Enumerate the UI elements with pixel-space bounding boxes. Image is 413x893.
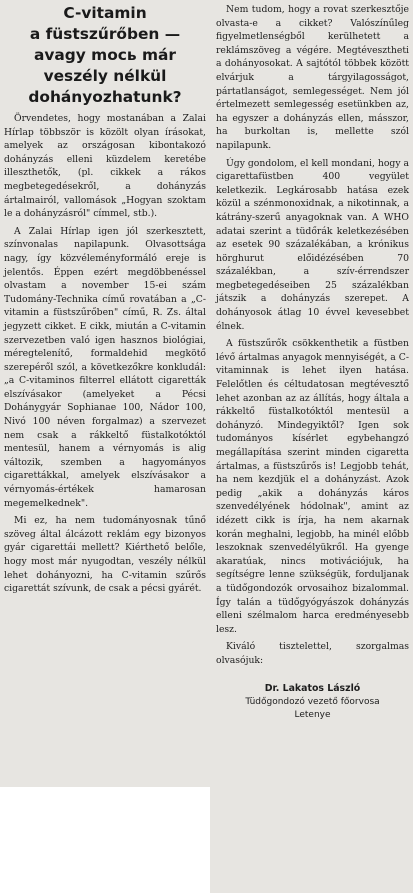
headline-line-5: dohányozhatunk? bbox=[28, 88, 182, 106]
article-headline bbox=[4, 3, 206, 108]
author-name: Dr. Lakatos László bbox=[264, 682, 361, 694]
closing-line: Kiváló tisztelettel, szorgalmas olvasójuk: bbox=[216, 641, 409, 666]
author-title: Tüdőgondozó vezető főorvosa bbox=[245, 696, 380, 707]
right-column bbox=[210, 0, 413, 893]
left-paragraph-1: Örvendetes, hogy mostanában a Zalai Hírlap többször is közölt olyan írásokat, amelyek az országosan kibontakozó dohányzás elleni küzdelem keretébe illeszthetők, (pl. cikkek a rákos megbetegedésekről, a dohányzás ártalmairól, vallomások „Hogyan szoktam le a dohányzásról" címmel, stb.). bbox=[4, 113, 206, 220]
headline-line-3: avagy mось már bbox=[33, 46, 177, 64]
signature-block bbox=[216, 682, 409, 722]
right-paragraph-3: A füstszűrők csökkenthetik a füstben lévő ártalmas anyagok mennyiségét, a C-vitaminnak is lehet ilyen hatása. Felelőtlen és céltudatosan megtévesztő lehet azonban az az állítás, hogy általa a rákkeltő füstalkotóktól mentesül a dohányzó. Mindegyiktől? Igen sok tudományos kísérlet egybehangzó megállapítása szerint minden cigaretta ártalmas, a füstszűrős is! Legjobb tehát, ha nem kezdjük el a dohányzást. Azok pedig „akik a dohányzás káros szenvedélyének hódolnak", amint az idézett cikk is írja, ha nem akarnak korán meghalni, legjobb, ha minél előbb leszoknak szenvedélyükről. Ha gyenge akaratúak, nincs motivációjuk, ha segítségre lenne szükségük, forduljanak a tüdőgondozók orvosaihoz bizalommal. Így talán a tüdőgyógyászok dohányzás elleni szélmalom harca eredményesebb lesz. bbox=[216, 338, 409, 635]
author-place: Letenye bbox=[294, 709, 331, 720]
left-paragraph-3: Mi ez, ha nem tudományosnak tűnő szöveg által álcázott reklám egy bizonyos gyár cigarettái mellett? Kiérthető belőle, hogy most már nyugodtan, veszély nélkül lehet dohányozni, ha C-vitamin szűrős cigarettát szívunk, de csak a pécsi gyárét. bbox=[4, 515, 206, 595]
right-paragraph-2: Úgy gondolom, el kell mondani, hogy a cigarettafüstben 400 vegyület keletkezik. Legkárosabb hatása ezek közül a szénmonoxidnak, a nikotinnak, a kátrány-szerű anyagoknak van. A WHO adatai szerint a tüdőrák keletkezésében az esetek 90 százalékában, a krónikus hörghurut előidézésében 70 százalékban, a szív-érrendszer megbetegedéseiben 25 százalékban játszik a dohányzás szerepet. A dohányosok átlag 10 évvel kevesebbet élnek. bbox=[216, 157, 409, 332]
headline-line-2: a füstszűrőben — bbox=[29, 25, 181, 43]
headline-line-4: veszély nélkül bbox=[43, 67, 167, 85]
left-column bbox=[0, 0, 210, 787]
left-paragraph-2: A Zalai Hírlap igen jól szerkesztett, színvonalas napilapunk. Olvasottsága nagy, így közvéleményformáló ereje is jelentős. Éppen ezért megdöbbenéssel olvastam a november 15-ei szám Tudomány-Technika című rovatában a „C-vitamin a füstszűrőben" című, R. Zs. által jegyzett cikket. E cikk, miután a C-vitamin szervezetben való igen hasznos biológiai, méregtelenítő, formaldehid megkötő szerepéről szól, a következőkre konkludál: „a C-vitaminos filterrel ellátott cigaretták elszívásakor (amelyeket a Pécsi Dohánygyár Sophianae 100, Nádor 100, Nivó 100 néven forgalmaz) a szervezet nem csak a rákkeltő füstalkotóktól mentesül, hanem a vérnyomás is alig változik, szemben a hagyományos cigarettákkal, amelyek elszívásakor a vérnyomás-értékek hamarosan megemelkednek". bbox=[4, 225, 206, 509]
headline-line-1: C-vitamin bbox=[63, 4, 147, 22]
right-paragraph-1: Nem tudom, hogy a rovat szerkesztője olvasta-e a cikket? Valószínűleg figyelmetlenségből kerülhetett a reklámszöveg a végére. Megtévesztheti a dohányosokat. A sajtótól többek között elvárjuk a tárgyilagosságot, pártatlanságot, semlegességet. Nem jól értelmezett semlegesség esetünkben az, ha egyszer a dohányzás ellen, másszor, ha burkoltan is, mellette szól napilapunk. bbox=[216, 4, 409, 151]
